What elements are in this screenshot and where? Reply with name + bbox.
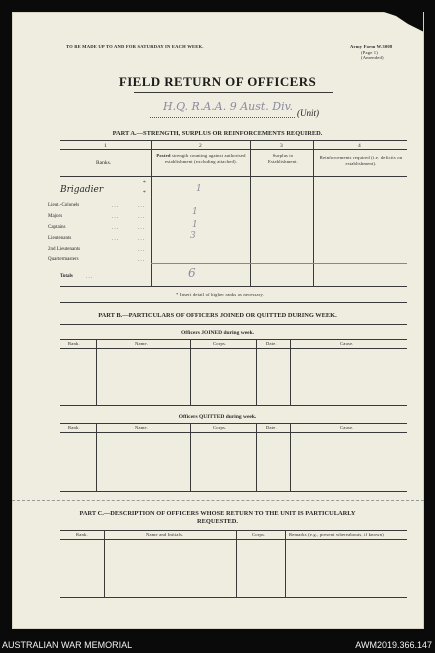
col-header-surplus: Surplus to Establishment. xyxy=(268,153,298,164)
page-edge xyxy=(423,12,424,629)
part-c-title-line2: REQUESTED. xyxy=(196,518,239,525)
row-dots: ... xyxy=(112,203,120,209)
col-number-2: 2 xyxy=(199,143,202,149)
col-header-posted-bold: Posted xyxy=(156,153,171,158)
col-number-3: 3 xyxy=(280,143,283,149)
quitted-col-date: Date. xyxy=(266,425,277,430)
joined-col-corps: Corps. xyxy=(213,341,227,346)
part-a-footnote: * Insert detail of higher ranks as necessary. xyxy=(176,292,265,297)
quitted-title: Officers QUITTED during week. xyxy=(178,414,257,420)
joined-col-rank: Rank. xyxy=(68,341,80,346)
rank-row-quartermasters xyxy=(48,257,79,262)
quitted-col-corps: Corps. xyxy=(213,425,227,430)
rank-row-brigadier: Brigadier xyxy=(60,185,104,195)
row-star-2: * xyxy=(143,190,146,196)
totals-label: Totals xyxy=(60,274,73,279)
rank-row-lieutenants xyxy=(48,236,71,241)
joined-title: Officers JOINED during week. xyxy=(180,330,255,336)
rank-label: Captains xyxy=(48,225,66,230)
quitted-col-cause: Cause. xyxy=(340,425,354,430)
unit-handwritten: H.Q. R.A.A. 9 Aust. Div. xyxy=(163,100,294,113)
rank-label: 2nd Lieutenants xyxy=(48,247,81,252)
row-dots: ... xyxy=(138,236,146,242)
fold-line xyxy=(12,500,424,501)
row-dots: ... xyxy=(138,214,146,220)
part-c-col-corps: Corps. xyxy=(252,532,266,537)
form-page-number: (Page 1) xyxy=(361,50,379,55)
posted-totals: 6 xyxy=(188,266,196,280)
title-underline xyxy=(134,92,333,93)
footer-accession-number: AWM2019.366.147 xyxy=(355,640,432,650)
row-dots: ... xyxy=(112,236,120,242)
torn-corner xyxy=(384,12,424,32)
row-dots: ... xyxy=(138,225,146,231)
col-header-ranks: Ranks. xyxy=(96,160,112,166)
col-header-posted-rest: strength counting against authorised establishment (excluding attached). xyxy=(164,153,246,164)
row-dots: ... xyxy=(112,225,120,231)
quitted-col-name: Name. xyxy=(135,425,149,430)
rank-label: Quartermasters xyxy=(48,257,79,262)
row-dots: ... xyxy=(138,257,146,263)
part-c-col-remarks: Remarks (e.g., present whereabouts, if known) xyxy=(289,532,384,537)
quitted-col-rank: Rank. xyxy=(68,425,80,430)
part-b-title: PART B.—PARTICULARS OF OFFICERS JOINED OR QUITTED DURING WEEK. xyxy=(98,312,337,319)
part-c-col-name: Name and Initials. xyxy=(146,532,184,537)
part-a-title: PART A.—STRENGTH, SURPLUS OR REINFORCEMENTS REQUIRED. xyxy=(112,130,323,137)
col-number-1: 1 xyxy=(104,143,107,149)
col-header-posted xyxy=(154,153,248,165)
rank-row-captains xyxy=(48,225,66,230)
row-star-1: * xyxy=(143,180,146,186)
part-b-divider xyxy=(60,324,407,325)
rank-label: Lieut.-Colonels xyxy=(48,203,80,208)
joined-col-name: Name. xyxy=(135,341,149,346)
posted-majors: 1 xyxy=(192,207,198,217)
instruction-text: TO BE MADE UP TO AND FOR SATURDAY IN EACH WEEK. xyxy=(66,44,204,49)
part-c-col-rank: Rank. xyxy=(76,532,88,537)
form-id: Army Form W.3008 xyxy=(350,44,393,49)
rank-label: Majors xyxy=(48,214,63,219)
rank-label: Lieutenants xyxy=(48,236,72,241)
unit-label: (Unit) xyxy=(297,108,319,118)
joined-col-date: Date. xyxy=(266,341,277,346)
rank-row-lt-col xyxy=(48,203,79,208)
posted-brigadier: 1 xyxy=(196,184,202,194)
row-dots: ... xyxy=(112,214,120,220)
col-number-4: 4 xyxy=(358,143,361,149)
form-note: (Amended) xyxy=(361,55,384,60)
row-dots: ... xyxy=(138,203,146,209)
part-c-title-line1: PART C.—DESCRIPTION OF OFFICERS WHOSE RETURN TO THE UNIT IS PARTICULARLY xyxy=(79,510,356,517)
posted-lieutenants: 3 xyxy=(190,231,196,241)
rank-row-totals xyxy=(60,274,73,279)
rank-row-2nd-lieutenants xyxy=(48,247,80,252)
row-dots: ... xyxy=(138,247,146,253)
form-title: FIELD RETURN OF OFFICERS xyxy=(118,74,317,89)
unit-line xyxy=(150,117,295,118)
joined-col-cause: Cause. xyxy=(340,341,354,346)
rank-row-majors xyxy=(48,214,62,219)
part-a-divider xyxy=(60,302,407,303)
posted-captains: 1 xyxy=(192,220,198,230)
col-header-reinforcements: Reinforcements required (i.e. deficits on establishment). xyxy=(319,155,403,166)
row-dots: ... xyxy=(86,274,94,280)
footer-institution: AUSTRALIAN WAR MEMORIAL xyxy=(2,640,133,650)
